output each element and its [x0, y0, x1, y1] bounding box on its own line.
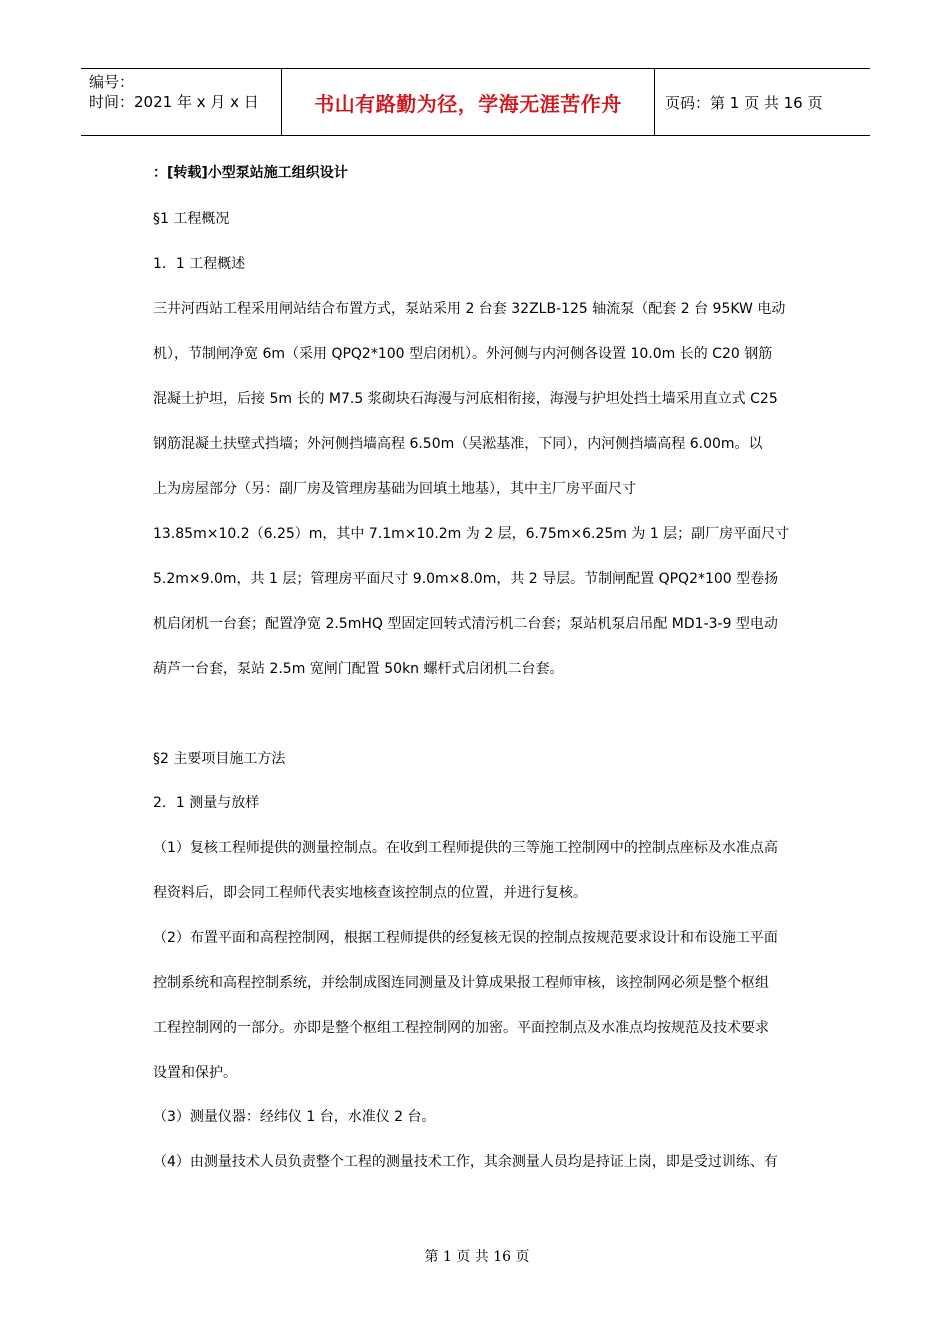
header-meta-cell: [81, 69, 282, 135]
body-line: （3）测量仪器：经纬仪 1 台，水准仪 2 台。: [153, 1109, 436, 1125]
date-label: 时间：2021 年 x 月 x 日: [89, 93, 259, 111]
body-line: 5.2m×9.0m，共 1 层；管理房平面尺寸 9.0m×8.0m，共 2 导层。节制闸配置 QPQ2*100 型卷扬: [153, 571, 779, 587]
header-table: [81, 68, 870, 136]
body-line: 控制系统和高程控制系统，并绘制成图连同测量及计算成果报工程师审核，该控制网必须是整个枢组: [153, 975, 769, 991]
body-line: （1）复核工程师提供的测量控制点。在收到工程师提供的三等施工控制网中的控制点座标及水准点高: [153, 840, 778, 856]
body-line: 机启闭机一台套；配置净宽 2.5mHQ 型固定回转式清污机二台套；泵站机泵启吊配 MD1-3-9 型电动: [153, 616, 778, 632]
body-line: 程资料后，即会同工程师代表实地核查该控制点的位置，并进行复核。: [153, 885, 587, 901]
body-line: （4）由测量技术人员负责整个工程的测量技术工作，其余测量人员均是持证上岗，即是受过训练、有: [153, 1154, 778, 1170]
body-line: 13.85m×10.2（6.25）m，其中 7.1m×10.2m 为 2 层，6.75m×6.25m 为 1 层；副厂房平面尺寸: [153, 526, 790, 542]
body-line: 混凝土护坦，后接 5m 长的 M7.5 浆砌块石海漫与河底相衔接，海漫与护坦处挡土墙采用直立式 C25: [153, 391, 778, 407]
section-heading: §2 主要项目施工方法: [153, 751, 286, 767]
header-motto: 书山有路勤为径，学海无涯苦作舟: [282, 69, 655, 135]
body-line: 设置和保护。: [153, 1065, 237, 1081]
subsection-heading: 1．1 工程概述: [153, 256, 246, 272]
body-line: （2）布置平面和高程控制网，根据工程师提供的经复核无误的控制点按规范要求设计和布设施工平面: [153, 930, 778, 946]
page-footer: 第 1 页 共 16 页: [424, 1249, 530, 1265]
header-page-info: 页码：第 1 页 共 16 页: [665, 93, 823, 112]
body-line: 工程控制网的一部分。亦即是整个枢组工程控制网的加密。平面控制点及水准点均按规范及技术要求: [153, 1020, 769, 1036]
subsection-heading: 2．1 测量与放样: [153, 795, 260, 811]
section-heading: §1 工程概况: [153, 211, 230, 227]
body-line: 三井河西站工程采用闸站结合布置方式，泵站采用 2 台套 32ZLB-125 轴流泵（配套 2 台 95KW 电动: [153, 301, 786, 317]
body-line: 上为房屋部分（另：副厂房及管理房基础为回填土地基），其中主厂房平面尺寸: [153, 481, 636, 497]
body-line: 机），节制闸净宽 6m（采用 QPQ2*100 型启闭机）。外河侧与内河侧各设置 10.0m 长的 C20 钢筋: [153, 346, 773, 362]
body-line: 葫芦一台套，泵站 2.5m 宽闸门配置 50kn 螺杆式启闭机二台套。: [153, 661, 564, 677]
doc-title: ：[转载]小型泵站施工组织设计: [153, 165, 348, 181]
number-label: 编号：: [89, 73, 135, 91]
body-line: 钢筋混凝土扶壁式挡墙；外河侧挡墙高程 6.50m（吴淞基准，下同），内河侧挡墙高程 6.00m。以: [153, 436, 763, 452]
